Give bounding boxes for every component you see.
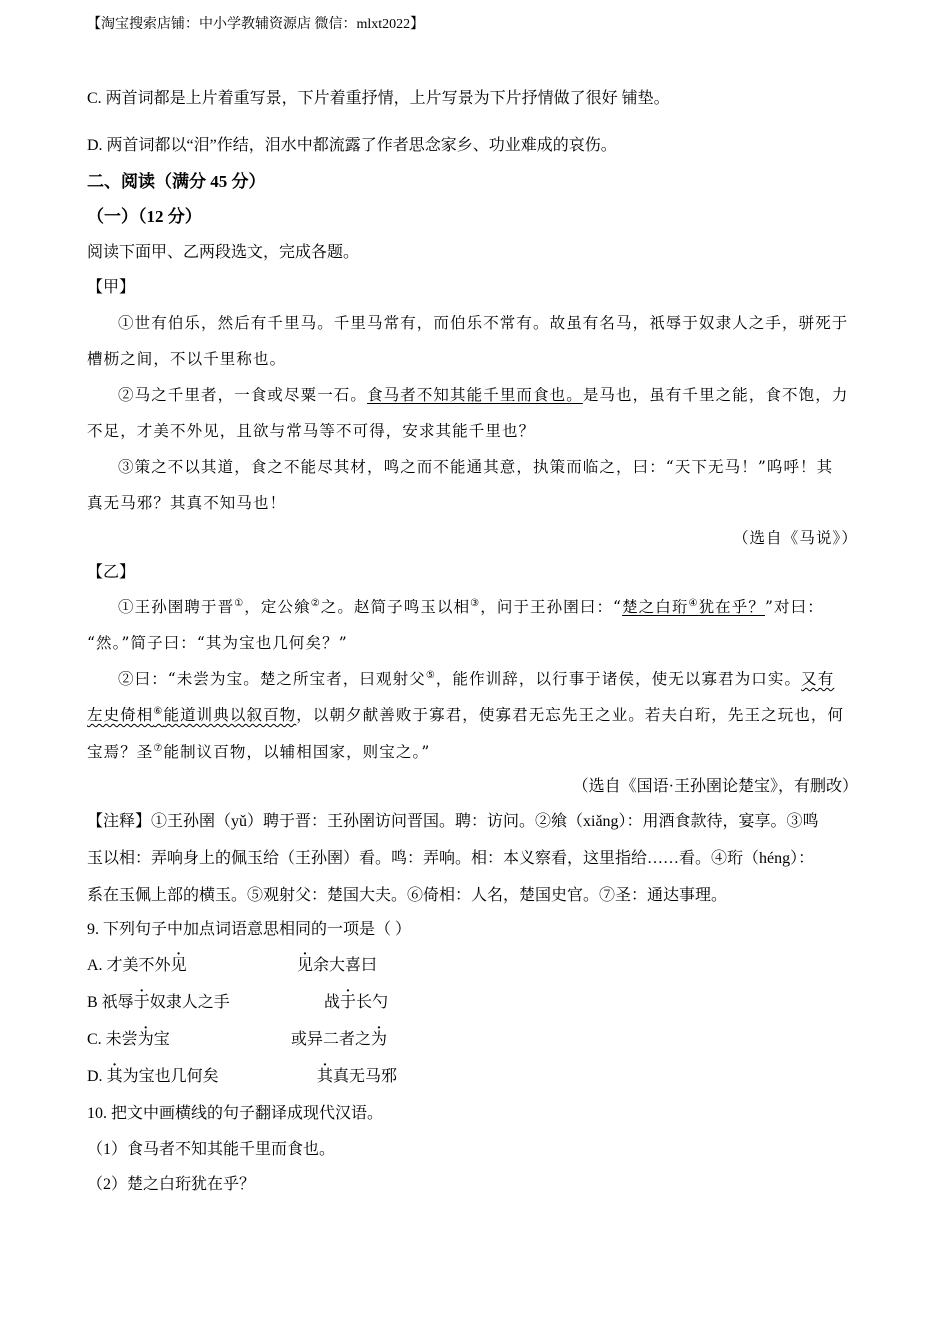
jia-p2-line2: 不足，才美不外见，且欲与常马等不可得，安求其能千里也？ <box>87 422 536 440</box>
yi-p2-line1: ②曰：“未尝为宝。楚之所宝者，曰观射父⑤，能作训辞，以行事于诸侯，使无以寡君为口实。又有 <box>118 670 835 688</box>
q9-option-c: C. 未尝为宝 <box>87 1031 170 1048</box>
q9-option-b-second: 战于长勺 <box>324 994 389 1011</box>
notes-line3: 系在玉佩上部的横玉。⑤观射父：楚国大夫。⑥倚相：人名，楚国史官。⑦圣：通达事理。 <box>87 887 728 904</box>
jia-p3-line2: 真无马邪？其真不知马也！ <box>87 494 287 512</box>
underlined-sentence-2: 楚之白珩④犹在乎？ <box>622 598 765 616</box>
notes-line1: 【注释】①王孙圉（yǔ）聘于晋：王孙圉访问晋国。聘：访问。②飨（xiǎng）：用酒食款待，宴享。③鸣 <box>87 813 819 830</box>
reading-intro: 阅读下面甲、乙两段选文，完成各题。 <box>87 244 360 261</box>
subsection-title: （一）（12 分） <box>87 207 202 226</box>
yi-p1-line2: “然。”简子曰：“其为宝也几何矣？” <box>87 634 348 652</box>
q9-option-c-second: 或异二者之为 <box>291 1031 388 1048</box>
notes-line2: 玉以相：弄响身上的佩玉给（王孙圉）看。鸣：弄响。相：本义察看，这里指给……看。④珩（héng）： <box>87 850 815 867</box>
jia-source: （选自《马说》） <box>732 529 858 547</box>
yi-source: （选自《国语·王孙圉论楚宝》，有删改） <box>572 778 858 795</box>
underlined-sentence-1: 食马者不知其能千里而食也。 <box>367 386 583 404</box>
question-10-stem: 10. 把文中画横线的句子翻译成现代汉语。 <box>87 1105 384 1122</box>
jia-p2-line1: ②马之千里者，一食或尽粟一石。食马者不知其能千里而食也。是马也，虽有千里之能，食不饱，力 <box>118 386 849 404</box>
option-c-prev: C. 两首词都是上片着重写景，下片着重抒情，上片写景为下片抒情做了很好 铺垫。 <box>87 90 670 107</box>
q9-option-d: D. 其为宝也几何矣 <box>87 1068 219 1085</box>
q10-sentence-2: （2）楚之白珩犹在乎？ <box>87 1176 256 1193</box>
q9-option-d-second: 其真无马邪 <box>317 1068 398 1085</box>
wavy-underline-phrase: 左史倚相⑥能道训典以叙百物 <box>87 706 297 724</box>
jia-p1-line2: 槽枥之间，不以千里称也。 <box>87 350 287 368</box>
yi-label: 【乙】 <box>87 564 136 581</box>
q9-option-a-second: 见余大喜曰 <box>297 957 378 974</box>
q9-option-a: A. 才美不外见 <box>87 957 187 974</box>
question-9-stem: 9. 下列句子中加点词语意思相同的一项是（ ） <box>87 921 412 938</box>
page-header: 【淘宝搜索店铺：中小学教辅资源店 微信：mlxt2022】 <box>87 17 425 32</box>
jia-p1-line1: ①世有伯乐，然后有千里马。千里马常有，而伯乐不常有。故虽有名马，祇辱于奴隶人之手，骈死于 <box>118 314 849 332</box>
jia-p3-line1: ③策之不以其道，食之不能尽其材，鸣之而不能通其意，执策而临之，曰：“天下无马！”呜呼！其 <box>118 458 834 476</box>
q10-sentence-1: （1）食马者不知其能千里而食也。 <box>87 1141 336 1158</box>
option-d-prev: D. 两首词都以“泪”作结，泪水中都流露了作者思念家乡、功业难成的哀伤。 <box>87 137 617 154</box>
jia-label: 【甲】 <box>87 279 136 296</box>
yi-p2-line2: 左史倚相⑥能道训典以叙百物，以朝夕献善败于寡君，使寡君无忘先王之业。若夫白珩，先王之玩也，何 <box>87 706 845 724</box>
q9-option-b: B 祇辱于奴隶人之手 <box>87 994 230 1011</box>
section-title: 二、阅读（满分 45 分） <box>87 172 266 191</box>
yi-p2-line3: 宝焉？圣⑦能制议百物，以辅相国家，则宝之。” <box>87 743 431 761</box>
yi-p1-line1: ①王孙圉聘于晋①，定公飨②之。赵简子鸣玉以相③，问于王孙圉曰：“楚之白珩④犹在乎？”对曰： <box>118 598 824 616</box>
